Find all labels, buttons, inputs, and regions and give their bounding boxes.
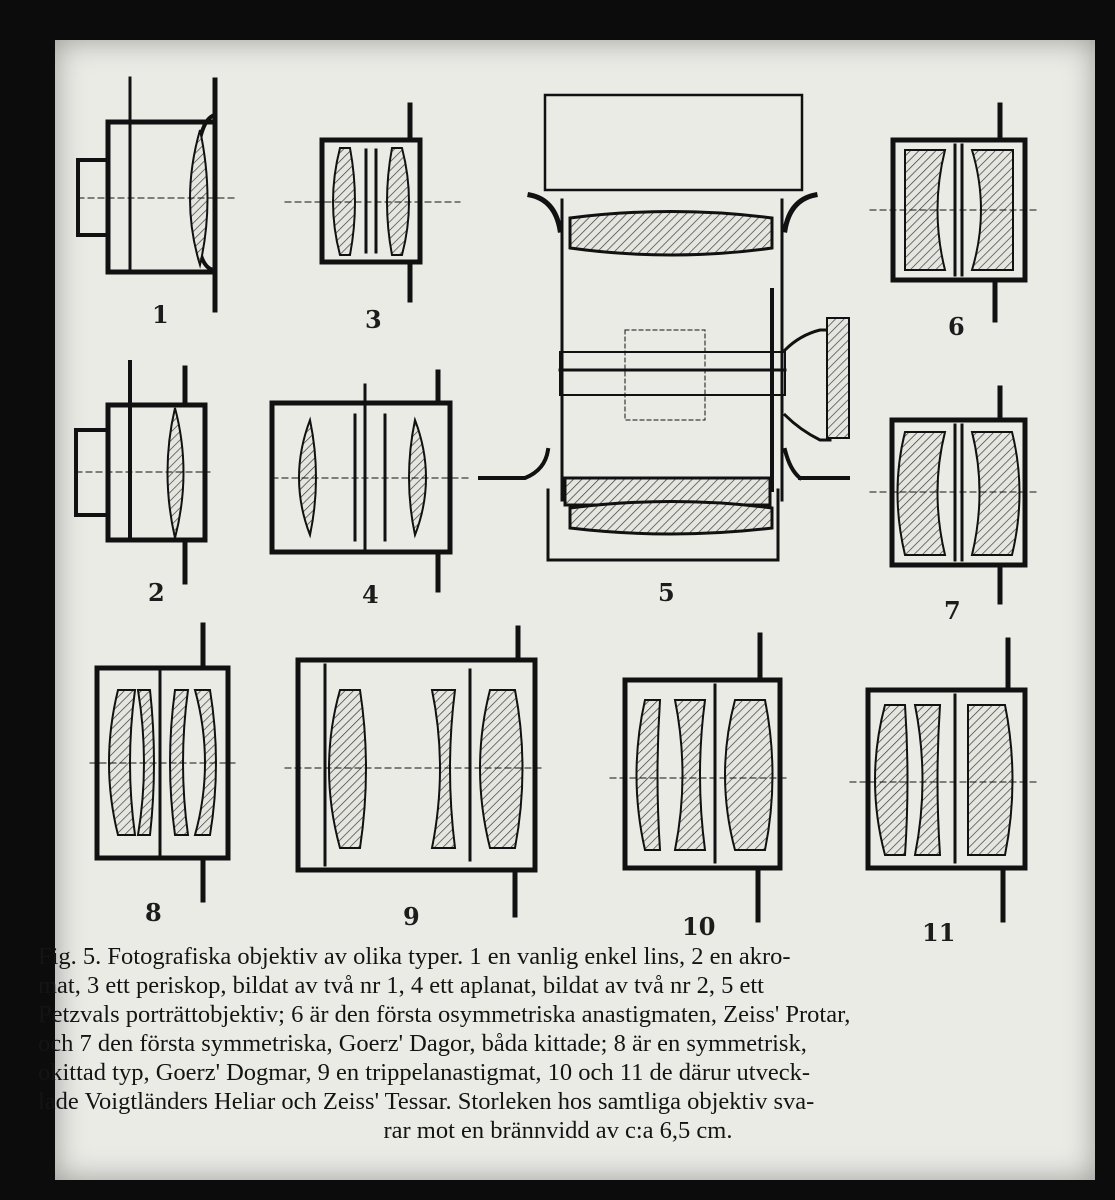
figure-number-9: 9: [403, 902, 420, 931]
lens-diagram-9: [285, 628, 545, 915]
lens-diagram-2: [76, 362, 210, 582]
lens-diagram-10: [610, 635, 790, 920]
lens-diagram-7: [870, 388, 1040, 602]
lens-diagram-1: [78, 78, 235, 310]
lens-diagram-3: [285, 105, 460, 300]
caption-line: rar mot en brännvidd av c:a 6,5 cm.: [383, 1117, 733, 1144]
figure-number-4: 4: [362, 580, 379, 609]
caption-line: och 7 den första symmetriska, Goerz' Dagor, båda kittade; 8 är en symmetrisk,: [38, 1030, 807, 1057]
figure-number-5: 5: [658, 578, 675, 607]
caption-line: lade Voigtländers Heliar och Zeiss' Tessar. Storleken hos samtliga objektiv sva-: [38, 1088, 815, 1115]
figure-number-8: 8: [145, 898, 162, 927]
caption-line: Petzvals porträttobjektiv; 6 är den första osymmetriska anastigmaten, Zeiss' Protar,: [38, 1001, 851, 1028]
caption-line: Fig. 5. Fotografiska objektiv av olika typer. 1 en vanlig enkel lins, 2 en akro-: [38, 943, 791, 970]
caption-line: mat, 3 ett periskop, bildat av två nr 1, 4 ett aplanat, bildat av två nr 2, 5 ett: [38, 972, 764, 999]
lens-diagram-11: [850, 640, 1040, 920]
figure-number-6: 6: [948, 312, 965, 341]
figure-number-10: 10: [682, 912, 716, 941]
figure-number-1: 1: [152, 300, 169, 329]
lens-diagram-8: [90, 625, 235, 900]
lens-diagram-5: [480, 95, 849, 560]
lens-diagram-6: [870, 105, 1040, 320]
figure-number-11: 11: [922, 918, 956, 947]
figure-number-7: 7: [944, 596, 961, 625]
figure-number-3: 3: [365, 305, 382, 334]
caption-line: okittad typ, Goerz' Dogmar, 9 en trippelanastigmat, 10 och 11 de därur utveck-: [38, 1059, 811, 1086]
lens-diagram-4: [272, 372, 470, 590]
figure-caption: [38, 942, 1078, 1145]
figure-number-2: 2: [148, 578, 165, 607]
